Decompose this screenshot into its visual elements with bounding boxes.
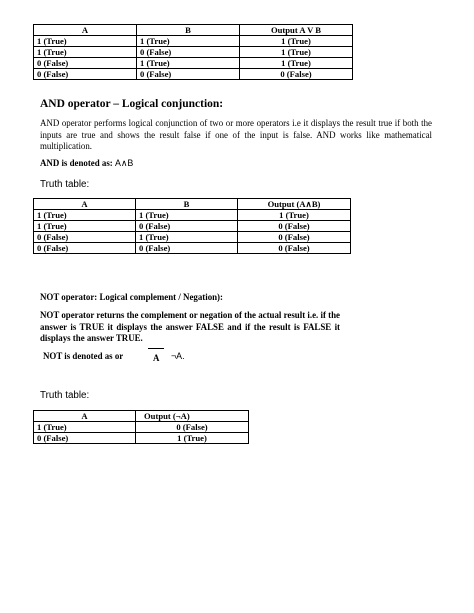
column-header: B — [136, 199, 238, 210]
table-row — [34, 210, 351, 221]
table-row — [34, 47, 353, 58]
column-header — [136, 411, 249, 422]
table-row — [34, 58, 353, 69]
table-row — [34, 433, 249, 444]
and-truth-table — [33, 198, 351, 254]
table-cell: 1 (True) — [34, 210, 136, 221]
and-truth-table-label: Truth table: — [40, 179, 90, 190]
table-cell: 1 (True) — [240, 36, 353, 47]
table-cell: 1 (True) — [137, 58, 240, 69]
table-cell: 0 (False) — [136, 422, 249, 433]
table-row — [34, 69, 353, 80]
column-header: A — [34, 25, 137, 36]
table-cell: 1 (True) — [34, 221, 136, 232]
table-cell: 0 (False) — [238, 221, 351, 232]
and-denoted-label: AND is denoted as: — [40, 158, 115, 168]
column-header: B — [137, 25, 240, 36]
not-denoted-line — [43, 351, 243, 367]
column-header: A — [34, 199, 136, 210]
not-truth-table — [33, 410, 249, 444]
table-header-row — [34, 25, 353, 36]
not-denoted-or: or — [114, 351, 124, 361]
table-cell: 0 (False) — [136, 243, 238, 254]
table-cell: 1 (True) — [137, 36, 240, 47]
table-header-row — [34, 199, 351, 210]
table-row — [34, 232, 351, 243]
column-header: A — [34, 411, 136, 422]
table-cell: 1 (True) — [136, 210, 238, 221]
overline-bar — [148, 348, 164, 349]
table-row — [34, 36, 353, 47]
table-cell: 1 (True) — [136, 232, 238, 243]
table-cell: 1 (True) — [240, 58, 353, 69]
table-cell: 0 (False) — [238, 232, 351, 243]
and-paragraph: AND operator performs logical conjunction of two or more operators i.e it displays the result true if both the inputs are true and shows the result false if one of the input is false. AND works like mathematical multiplication. — [40, 118, 432, 152]
or-truth-table — [33, 24, 353, 80]
column-header — [238, 199, 351, 210]
table-cell: 1 (True) — [34, 36, 137, 47]
table-cell: 0 (False) — [137, 69, 240, 80]
table-header-row — [34, 411, 249, 422]
column-header-text: Output (A∧B) — [267, 199, 321, 209]
table-cell: 0 (False) — [34, 433, 136, 444]
table-cell: 0 (False) — [137, 47, 240, 58]
table-cell: 0 (False) — [34, 232, 136, 243]
table-row — [34, 243, 351, 254]
table-cell: 0 (False) — [34, 243, 136, 254]
and-denoted-symbol: A∧B — [114, 158, 134, 168]
table-cell: 1 (True) — [238, 210, 351, 221]
table-cell: 1 (True) — [34, 422, 136, 433]
table-cell: 0 (False) — [136, 221, 238, 232]
not-denoted-label: NOT is denoted as — [43, 351, 113, 361]
table-cell: 1 (True) — [240, 47, 353, 58]
and-heading: AND operator – Logical conjunction: — [40, 98, 224, 110]
not-heading: NOT operator: Logical complement / Negation): — [40, 292, 223, 302]
table-row — [34, 221, 351, 232]
not-paragraph: NOT operator returns the complement or negation of the actual result i.e. if the answer is TRUE it displays the answer FALSE and if the result is FALSE it displays the answer TRUE. — [40, 310, 340, 344]
table-cell: 0 (False) — [34, 58, 137, 69]
overline-symbol: A — [153, 353, 160, 363]
table-cell: 0 (False) — [34, 69, 137, 80]
table-cell: 1 (True) — [34, 47, 137, 58]
column-header-text: Output (¬A) — [144, 411, 190, 421]
column-header: Output A V B — [240, 25, 353, 36]
not-truth-table-label: Truth table: — [40, 390, 90, 401]
table-row — [34, 422, 249, 433]
neg-symbol: ¬A. — [171, 351, 185, 361]
table-cell: 1 (True) — [136, 433, 249, 444]
table-cell: 0 (False) — [238, 243, 351, 254]
table-cell: 0 (False) — [240, 69, 353, 80]
and-denoted-line — [40, 158, 133, 170]
